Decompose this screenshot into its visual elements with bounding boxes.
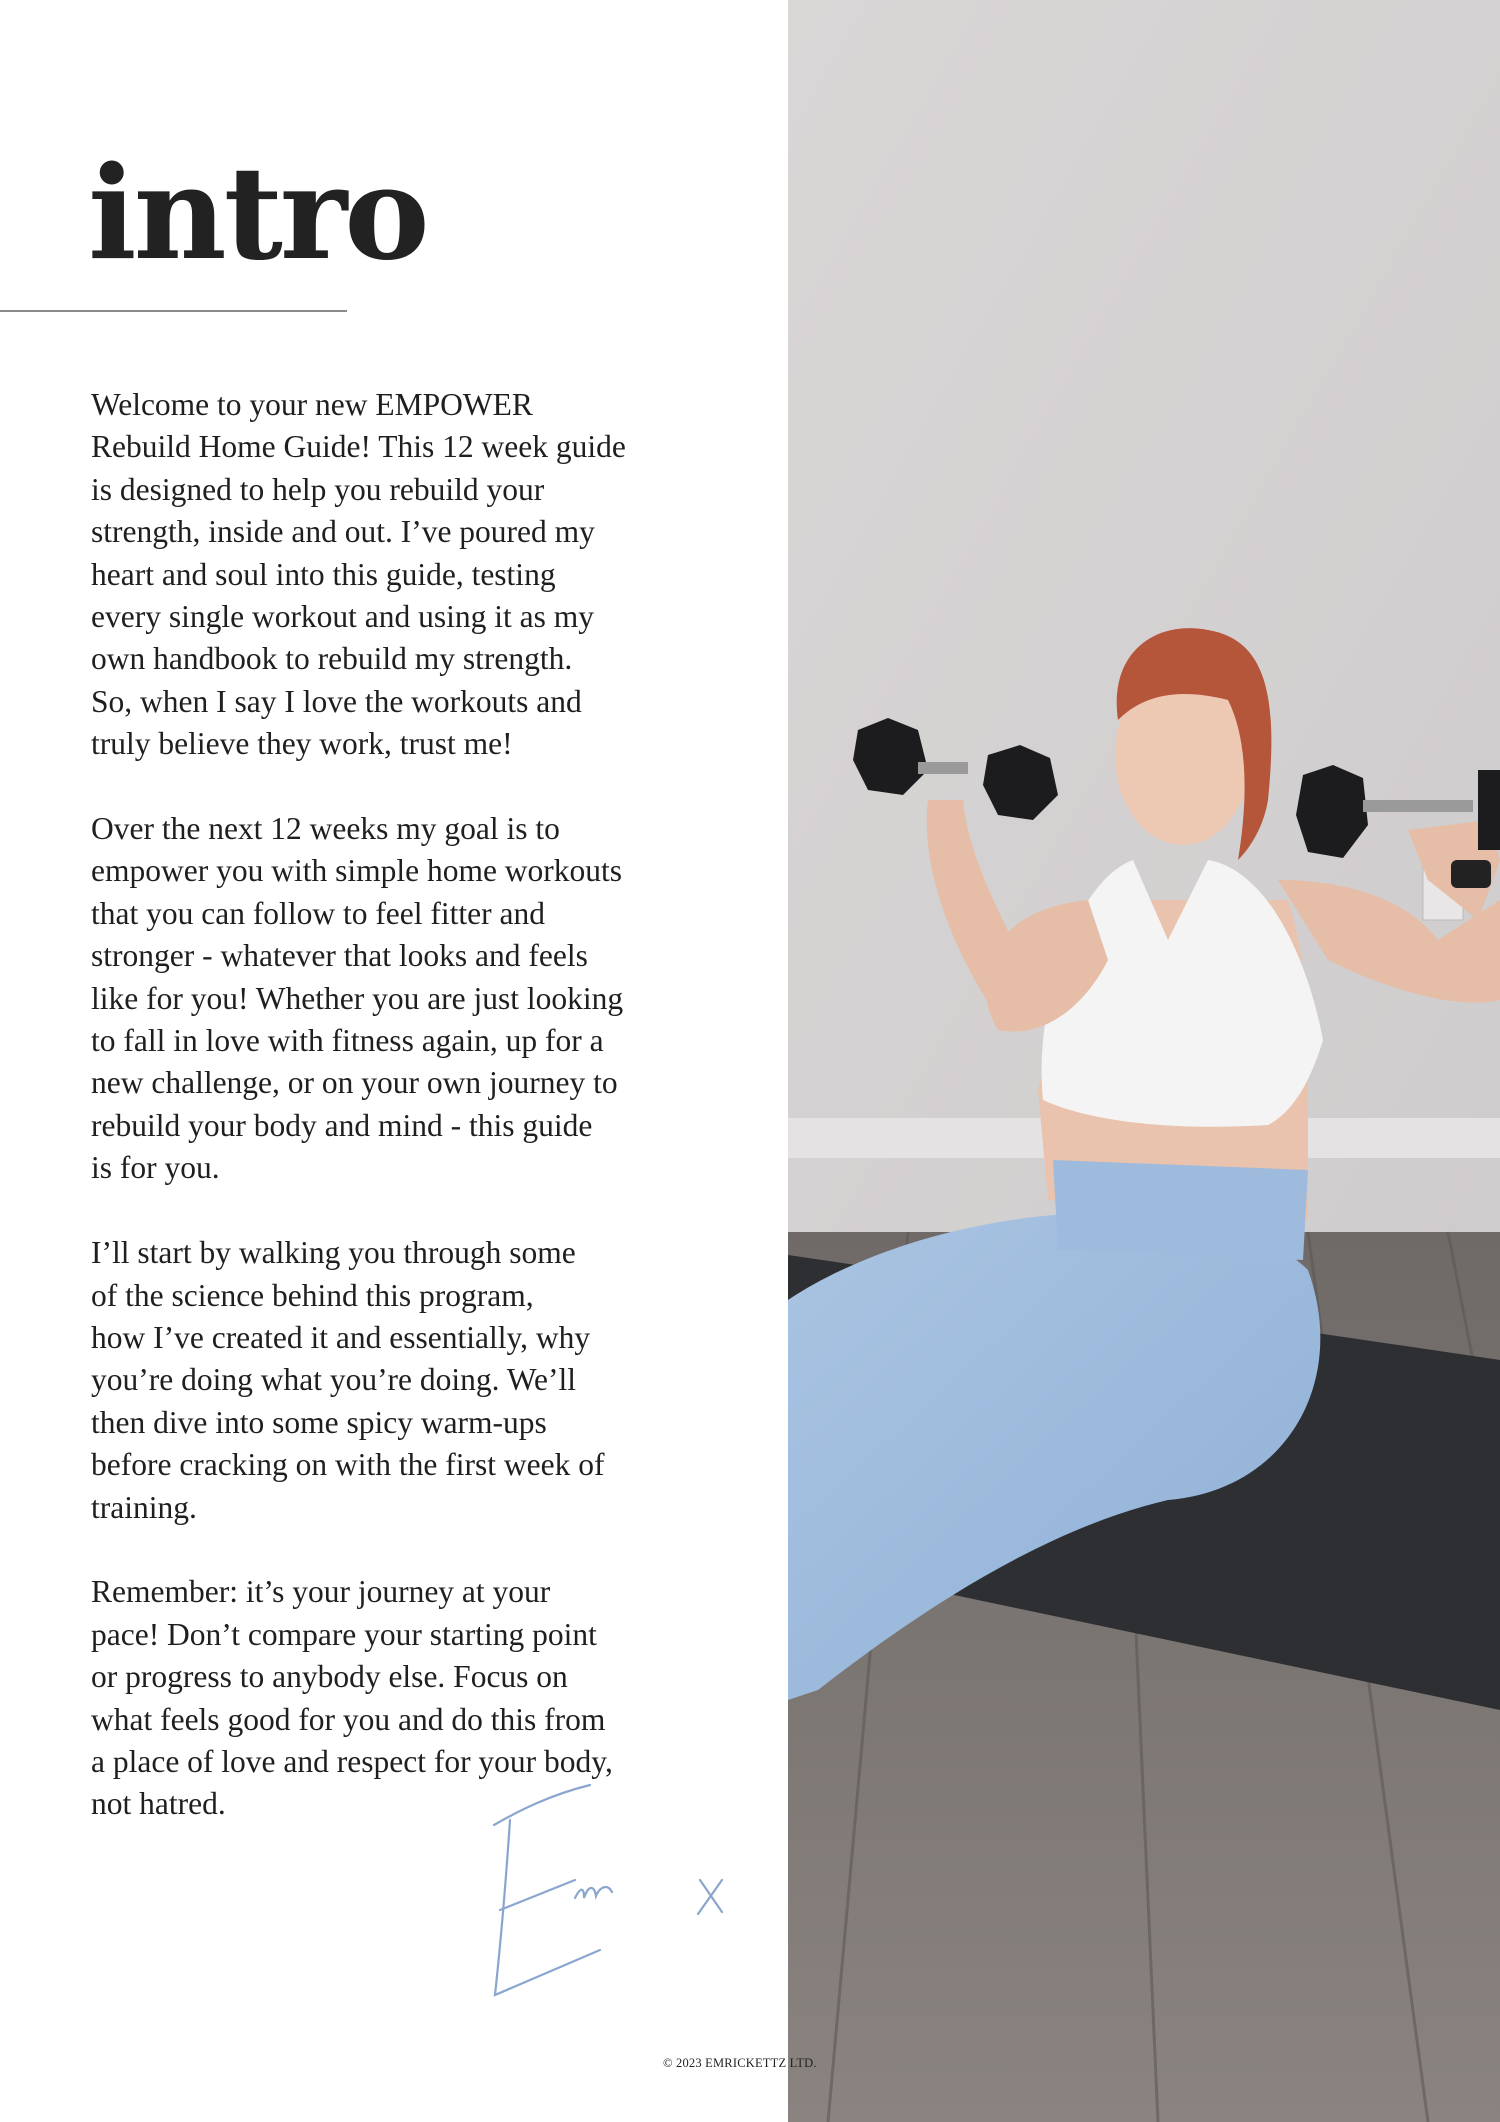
intro-paragraph bbox=[91, 1232, 711, 1529]
paragraph-line: not hatred. bbox=[91, 1786, 226, 1822]
paragraph-line: before cracking on with the first week of bbox=[91, 1447, 605, 1483]
paragraph-line: training. bbox=[91, 1489, 197, 1525]
paragraph-line: every single workout and using it as my bbox=[91, 599, 595, 635]
paragraph-line: what feels good for you and do this from bbox=[91, 1701, 606, 1737]
paragraph-line: of the science behind this program, bbox=[91, 1277, 534, 1313]
page-title: intro bbox=[88, 139, 427, 289]
paragraph-line: Rebuild Home Guide! This 12 week guide bbox=[91, 429, 626, 465]
paragraph-line: or progress to anybody else. Focus on bbox=[91, 1659, 568, 1695]
copyright-notice: © 2023 EMRICKETTZ LTD. bbox=[663, 2056, 817, 2070]
paragraph-line: Over the next 12 weeks my goal is to bbox=[91, 811, 560, 847]
smartwatch bbox=[1451, 860, 1491, 888]
paragraph-line: Welcome to your new EMPOWER bbox=[91, 387, 533, 422]
paragraph-line: like for you! Whether you are just looking bbox=[91, 980, 624, 1016]
paragraph-line: stronger - whatever that looks and feels bbox=[91, 938, 588, 974]
paragraph-line: how I’ve created it and essentially, why bbox=[91, 1319, 591, 1355]
paragraph-line: rebuild your body and mind - this guide bbox=[91, 1107, 593, 1143]
paragraph-line: then dive into some spicy warm-ups bbox=[91, 1404, 547, 1440]
paragraph-line: truly believe they work, trust me! bbox=[91, 726, 513, 762]
paragraph-line: new challenge, or on your own journey to bbox=[91, 1065, 618, 1101]
photo-woman-dumbbell-press bbox=[788, 0, 1500, 2122]
paragraph-line: to fall in love with fitness again, up for a bbox=[91, 1023, 604, 1059]
paragraph-line: empower you with simple home workouts bbox=[91, 853, 623, 889]
paragraph-line: So, when I say I love the workouts and bbox=[91, 683, 582, 719]
paragraph-line: heart and soul into this guide, testing bbox=[91, 556, 556, 592]
paragraph-line: that you can follow to feel fitter and bbox=[91, 895, 545, 931]
intro-paragraph bbox=[91, 384, 711, 766]
paragraph-line: pace! Don’t compare your starting point bbox=[91, 1616, 597, 1652]
intro-body-text bbox=[91, 384, 711, 1868]
title-divider bbox=[0, 310, 347, 312]
intro-paragraph bbox=[91, 808, 711, 1190]
paragraph-line: is designed to help you rebuild your bbox=[91, 471, 545, 507]
paragraph-line: a place of love and respect for your body, bbox=[91, 1743, 613, 1779]
paragraph-line: I’ll start by walking you through some bbox=[91, 1235, 576, 1271]
handwritten-signature bbox=[480, 1780, 740, 2010]
paragraph-line: own handbook to rebuild my strength. bbox=[91, 641, 573, 677]
paragraph-line: Remember: it’s your journey at your bbox=[91, 1574, 551, 1610]
paragraph-line: strength, inside and out. I’ve poured my bbox=[91, 514, 595, 550]
paragraph-line: is for you. bbox=[91, 1150, 220, 1186]
paragraph-line: you’re doing what you’re doing. We’ll bbox=[91, 1362, 577, 1398]
